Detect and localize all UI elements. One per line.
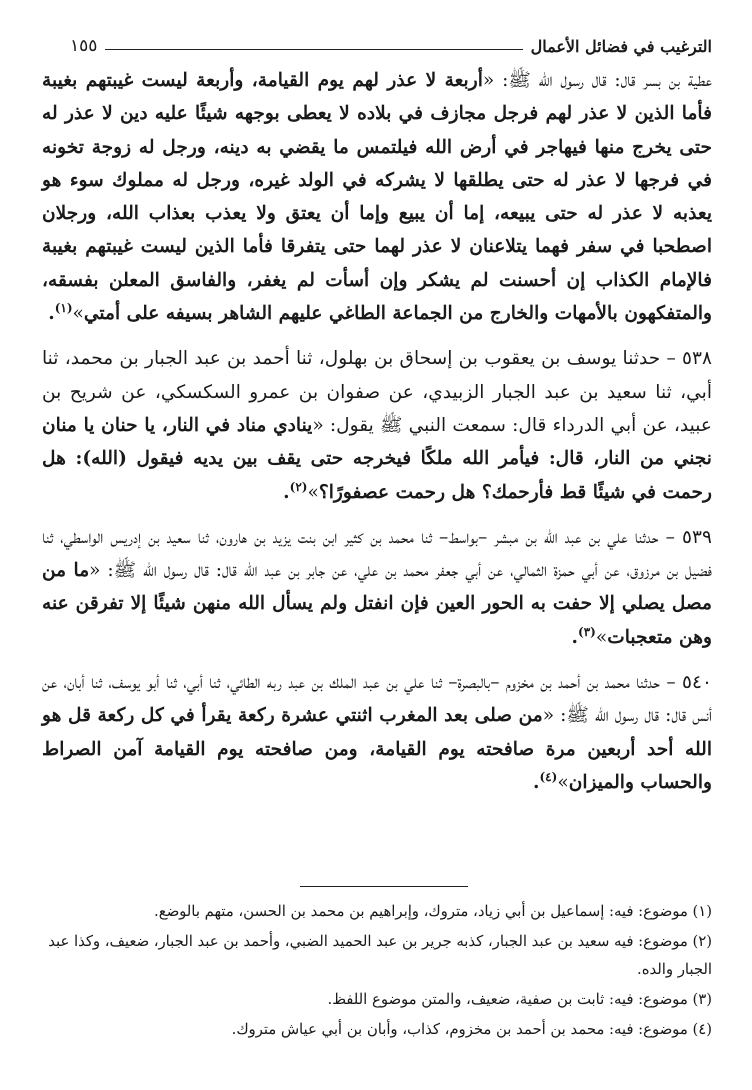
- footnote-number: (٤): [692, 1021, 712, 1038]
- footnote-text: موضوع: فيه: ثابت بن صفية، ضعيف، والمتن موضوع اللفظ.: [327, 991, 688, 1008]
- footnote-marker: (١): [54, 300, 73, 315]
- footnote-number: (١): [692, 903, 712, 920]
- footnote-text: موضوع: فيه سعيد بن عبد الجبار، كذبه جرير بن عبد الحميد الضبي، وأحمد بن عبد الجبار، ضعيف، وكذا عبد الجبار والده.: [48, 933, 712, 978]
- running-title: الترغيب في فضائل الأعمال: [530, 37, 712, 56]
- footnote-number: (٢): [692, 933, 712, 950]
- page-number: ١٥٥: [70, 36, 98, 56]
- footnote-separator: [300, 886, 468, 887]
- footnotes: [42, 898, 712, 1046]
- hadith-538: [42, 342, 712, 508]
- narration-chain: ٥٣٩ – حدثنا علي بن عبد الله بن مبشر –بواسط– ثنا محمد بن كثير ابن بنت يزيد بن هارون، ثنا سعيد بن إدريس الواسطي، ثنا فضيل بن مرزوق، عن أبي حمزة الثمالي، عن أبي جعفر محمد بن علي، عن جابر بن عبد الله قال: قال رسول الله ﷺ: «: [42, 526, 713, 582]
- footnote-text: موضوع: فيه: إسماعيل بن أبي زياد، متروك، وإبراهيم بن محمد بن الحسن، متهم بالوضع.: [154, 903, 688, 920]
- header-rule: [105, 49, 522, 50]
- footnote-3: [42, 986, 712, 1014]
- hadith-text: أربعة لا عذر لهم يوم القيامة، وأربعة ليست غيبتهم بغيبة فأما الذين لا عذر لهم فرجل مجازف في بلاده لا يعطى بوجهه شيئًا عليه دين لا عذر له حتى يخرج منها فيهاجر في أرض الله فيلتمس ما يقضي به دينه، ورجل له زوجة تخونه في فرجها لا عذر له حتى يطلقها لا يشركه في الولد غيره، ورجل له مملوك سوء هو يعذبه لا عذر له حتى يبيعه، إما أن يبيع وإما أن يعتق ولا يعذب بعذاب الله، ورجلان اصطحبا في سفر فهما يتلاعنان لا عذر لهما حتى يتفرقا فأما الذين ليست غيبتهم بغيبة فالإمام الكذاب إن أحسنت لم يشكر وإن أسأت لم يغفر، والفاسق المعلن بفسقه، والمتفكهون بالأمهات والخارج من الجماعة الطاغي عليهم الشاهر بسيفه على أمتي: [42, 70, 712, 325]
- hadith-text: ينادي مناد في النار، يا حنان يا منان نجني من النار، قال: فيأمر الله ملكًا فيخرجه حتى يقف بين يديه فيقول (الله): هل رحمت في شيئًا قط فأرحمك؟ هل رحمت عصفورًا؟: [42, 414, 712, 503]
- hadith-text: .: [533, 771, 540, 793]
- narration-chain: ٥٣٨ – حدثنا يوسف بن يعقوب بن إسحاق بن بهلول، ثنا أحمد بن عبد الجبار بن محمد، ثنا أبي، ثنا سعيد بن عبد الجبار الزبيدي، عن صفوان بن عمرو السكسكي، عن شريح بن عبيد، عن أبي الدرداء قال: سمعت النبي ﷺ يقول: «: [42, 348, 712, 436]
- narration-chain: ٥٤٠ – حدثنا محمد بن أحمد بن مخزوم –بالبصرة– ثنا علي بن عبد الملك بن عبد ربه الطائي، ثنا أبي، ثنا أبو يوسف، ثنا أبان، عن أنس قال: قال رسول الله ﷺ: «: [42, 672, 712, 727]
- main-text: [42, 64, 712, 799]
- narration-chain: عطية بن بسر قال: قال رسول الله ﷺ: «: [482, 70, 712, 91]
- hadith-539: [42, 521, 712, 654]
- narration-chain: »: [557, 771, 569, 793]
- footnote-2: [42, 928, 712, 984]
- footnote-marker: (٤): [539, 769, 558, 784]
- paragraph-continuation: [42, 64, 712, 330]
- running-header: [70, 32, 712, 56]
- footnote-number: (٣): [692, 991, 712, 1008]
- footnote-marker: (٢): [289, 479, 308, 494]
- narration-chain: »: [307, 481, 319, 503]
- footnote-text: موضوع: فيه: محمد بن أحمد بن مخزوم، كذاب، وأبان بن أبي عياش متروك.: [231, 1021, 688, 1038]
- hadith-540: [42, 666, 712, 799]
- hadith-text: من صلى بعد المغرب اثنتي عشرة ركعة يقرأ في كل ركعة قل هو الله أحد أربعين مرة صافحته يوم القيامة، ومن صافحته يوم القيامة آمن الصراط والحساب والميزان: [42, 705, 712, 793]
- footnote-4: [42, 1016, 712, 1044]
- narration-chain: »: [595, 626, 608, 648]
- footnote-marker: (٣): [578, 624, 596, 639]
- footnote-1: [42, 898, 712, 926]
- hadith-text: .: [283, 481, 290, 503]
- narration-chain: »: [72, 303, 84, 325]
- hadith-text: ما من مصل يصلي إلا حفت به الحور العين فإن انفتل ولم يسأل الله منهن شيئًا إلا تفرقن عنه وهن متعجبات: [42, 560, 712, 648]
- hadith-text: .: [48, 303, 55, 325]
- hadith-text: .: [571, 626, 579, 648]
